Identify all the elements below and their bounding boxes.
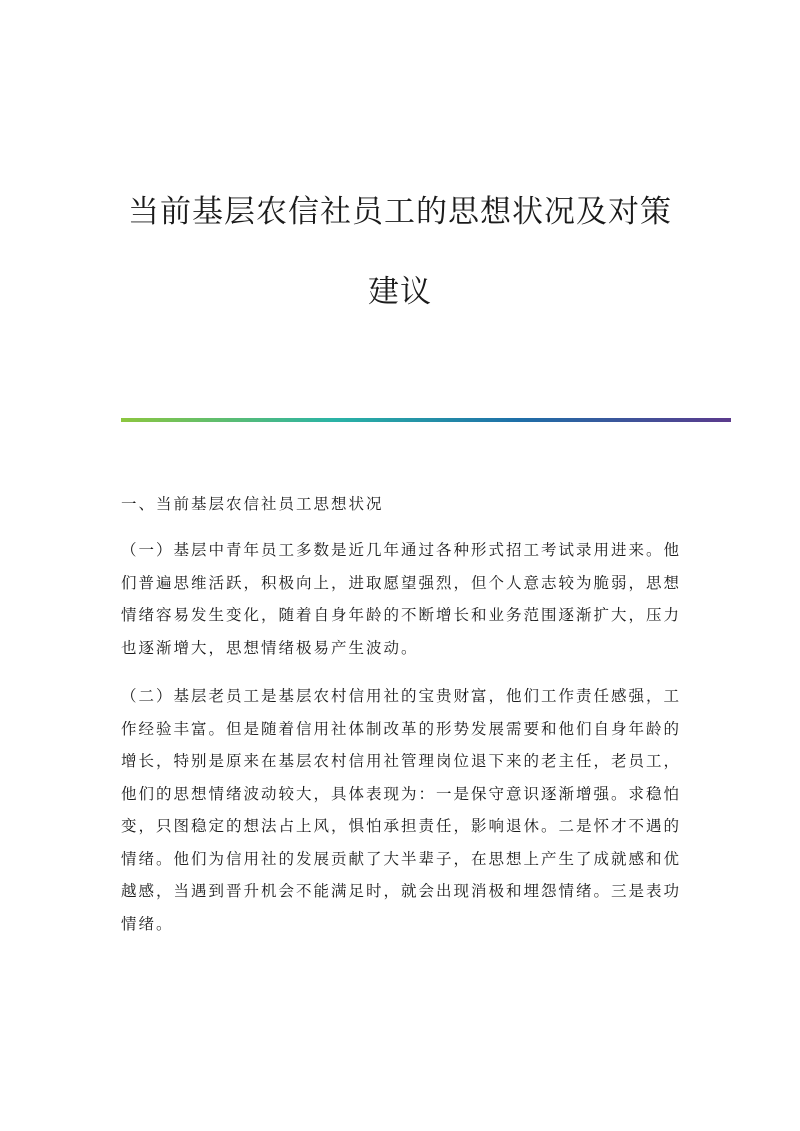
gradient-divider xyxy=(121,418,731,422)
paragraph-1: （一）基层中青年员工多数是近几年通过各种形式招工考试录用进来。他们普遍思维活跃，积极向上，进取愿望强烈，但个人意志较为脆弱，思想情绪容易发生变化，随着自身年龄的不断增长和业务范围逐渐扩大，压力也逐渐增大，思想情绪极易产生波动。 xyxy=(121,541,682,657)
document-title-line-2: 建议 xyxy=(368,274,432,310)
section-heading: 一、当前基层农信社员工思想状况 xyxy=(121,495,384,513)
document-body xyxy=(121,488,681,940)
paragraph-2: （二）基层老员工是基层农村信用社的宝贵财富，他们工作责任感强，工作经验丰富。但是随着信用社体制改革的形势发展需要和他们自身年龄的增长，特别是原来在基层农村信用社管理岗位退下来的老主任，老员工，他们的思想情绪波动较大，具体表现为：一是保守意识逐渐增强。求稳怕变，只图稳定的想法占上风，惧怕承担责任，影响退休。二是怀才不遇的情绪。他们为信用社的发展贡献了大半辈子，在思想上产生了成就感和优越感，当遇到晋升机会不能满足时，就会出现消极和埋怨情绪。三是表功情绪。 xyxy=(121,687,682,933)
document-title-line-1: 当前基层农信社员工的思想状况及对策 xyxy=(128,194,672,230)
